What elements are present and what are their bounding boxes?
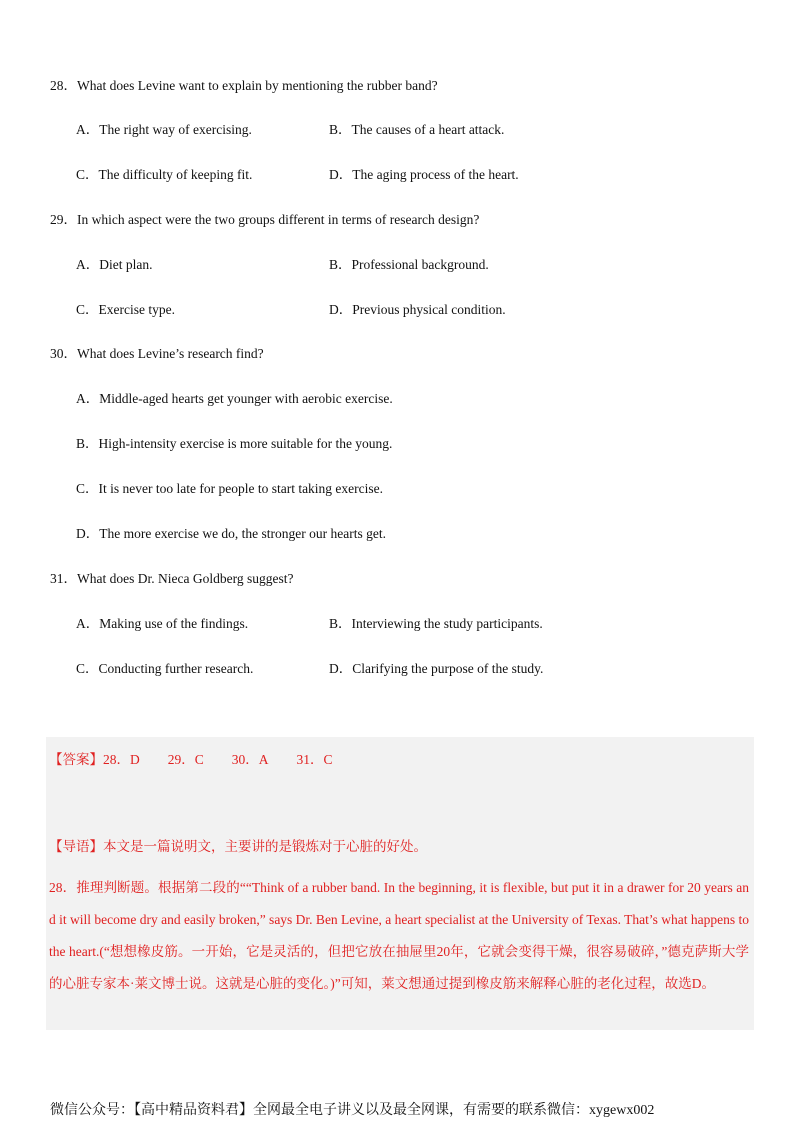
q31-option-d: D．Clarifying the purpose of the study. [329,661,544,676]
q30-option-c: C．It is never too late for people to start taking exercise. [76,481,384,496]
footer-note: 微信公众号：【高中精品资料君】全网最全电子讲义以及最全网课，有需要的联系微信：xygewx002 [50,1103,655,1118]
q31-option-c: C．Conducting further research. [76,661,254,676]
q31-option-a: A．Making use of the findings. [76,616,249,631]
q28-option-b: B．The causes of a heart attack. [329,122,505,137]
question-29-stem: 29．In which aspect were the two groups different in terms of research design? [50,212,480,227]
answer-line [49,748,361,768]
answer-label: 【答案】 [49,752,103,767]
question-30-stem: 30．What does Levine’s research find? [50,346,264,361]
q28-option-d: D．The aging process of the heart. [329,167,519,182]
answer-item: 29．C [167,752,204,767]
answer-item: 28．D [103,752,140,767]
question-31-stem: 31．What does Dr. Nieca Goldberg suggest? [50,571,294,586]
answer-item: 31．C [296,752,333,767]
answer-explanation-box [46,737,754,1030]
question-28-stem: 28．What does Levine want to explain by mentioning the rubber band? [50,78,438,93]
q29-option-b: B．Professional background. [329,257,489,272]
answer-item: 30．A [231,752,269,767]
q28-option-a: A．The right way of exercising. [76,122,252,137]
q30-option-b: B．High-intensity exercise is more suitable for the young. [76,436,393,451]
q30-option-d: D．The more exercise we do, the stronger our hearts get. [76,526,387,541]
q29-option-d: D．Previous physical condition. [329,302,506,317]
q30-option-a: A．Middle-aged hearts get younger with aerobic exercise. [76,391,393,406]
analysis-text: 28．推理判断题。根据第二段的““Think of a rubber band. In the beginning, it is flexible, but put it in a drawer for 20 years and it will become dry and easily broken,” says Dr. Ben Levine, a heart specialist at the University of Texas. That’s what happens to the heart.(“想想橡皮筋。一开始，它是灵活的，但把它放在抽屉里20年，它就会变得干燥，很容易破碎，”德克萨斯大学的心脏专家本·莱文博士说。这就是心脏的变化。)”可知，莱文想通过提到橡皮筋来解释心脏的老化过程，故选D。 [49,880,749,991]
q29-option-c: C．Exercise type. [76,302,175,317]
guide-text: 【导语】本文是一篇说明文，主要讲的是锻炼对于心脏的好处。 [49,839,427,854]
q28-option-c: C．The difficulty of keeping fit. [76,167,253,182]
q29-option-a: A．Diet plan. [76,257,153,272]
q31-option-b: B．Interviewing the study participants. [329,616,543,631]
